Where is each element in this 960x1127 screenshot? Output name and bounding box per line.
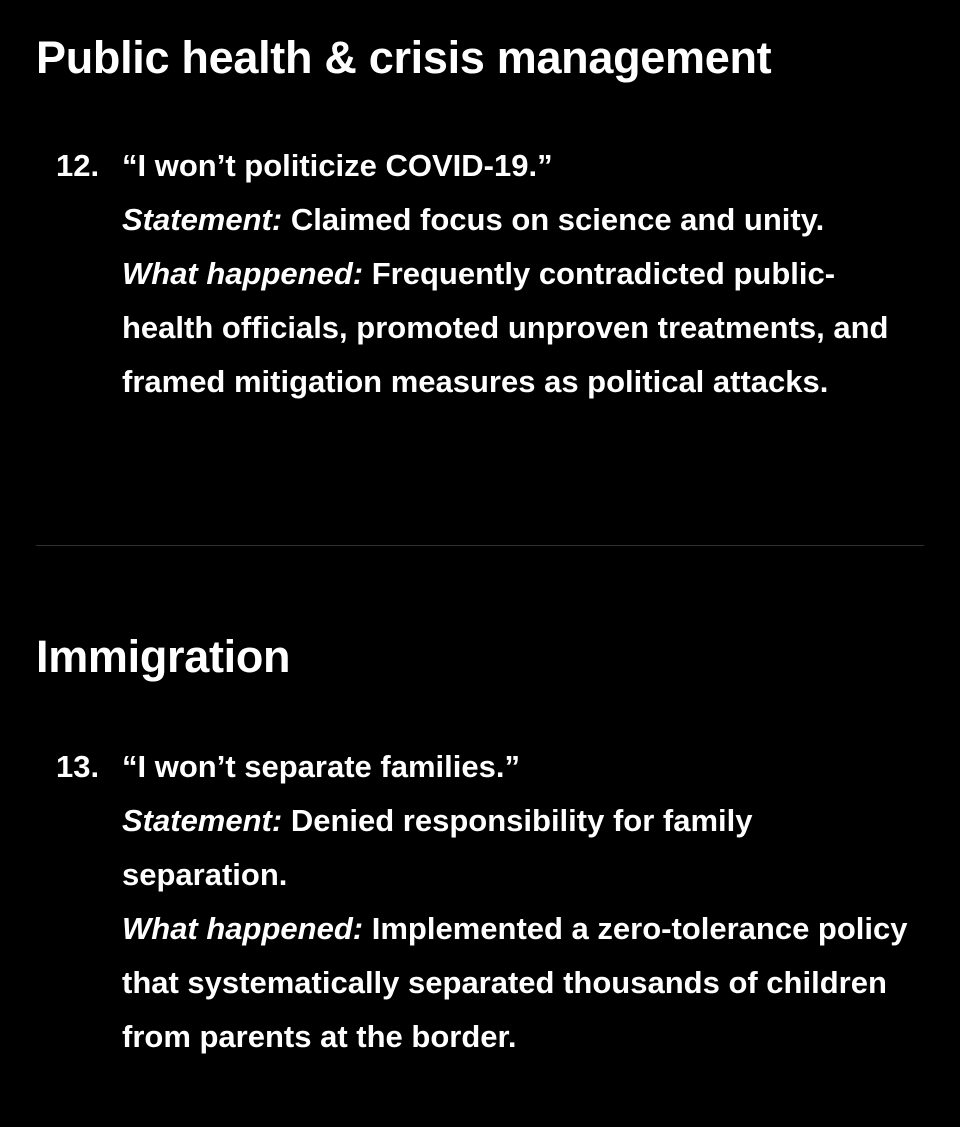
statement-text: Claimed focus on science and unity. (290, 202, 825, 237)
item-number: 12. (56, 148, 100, 183)
item-quote: “I won’t separate families.” (122, 749, 520, 784)
item-number: 13. (56, 749, 100, 784)
statement-text: Denied responsibility for family separation. (122, 803, 753, 892)
what-happened-label: What happened: (122, 911, 364, 946)
item-quote: “I won’t politicize COVID-19.” (122, 148, 553, 183)
statement-line (122, 193, 912, 247)
item-body (122, 740, 912, 1064)
section-heading-public-health: Public health & crisis management (36, 32, 772, 83)
statement-label: Statement: (122, 202, 283, 237)
section-heading-immigration: Immigration (36, 631, 291, 682)
what-happened-line (122, 247, 912, 409)
what-happened-label: What happened: (122, 256, 364, 291)
section-divider (36, 545, 924, 546)
item-body (122, 139, 912, 409)
what-happened-text: Frequently contradicted public-health officials, promoted unproven treatments, and framed mitigation measures as political attacks. (122, 256, 889, 399)
statement-label: Statement: (122, 803, 283, 838)
what-happened-text: Implemented a zero-tolerance policy that systematically separated thousands of children from parents at the border. (122, 911, 908, 1054)
what-happened-line (122, 902, 912, 1064)
statement-line (122, 794, 842, 902)
